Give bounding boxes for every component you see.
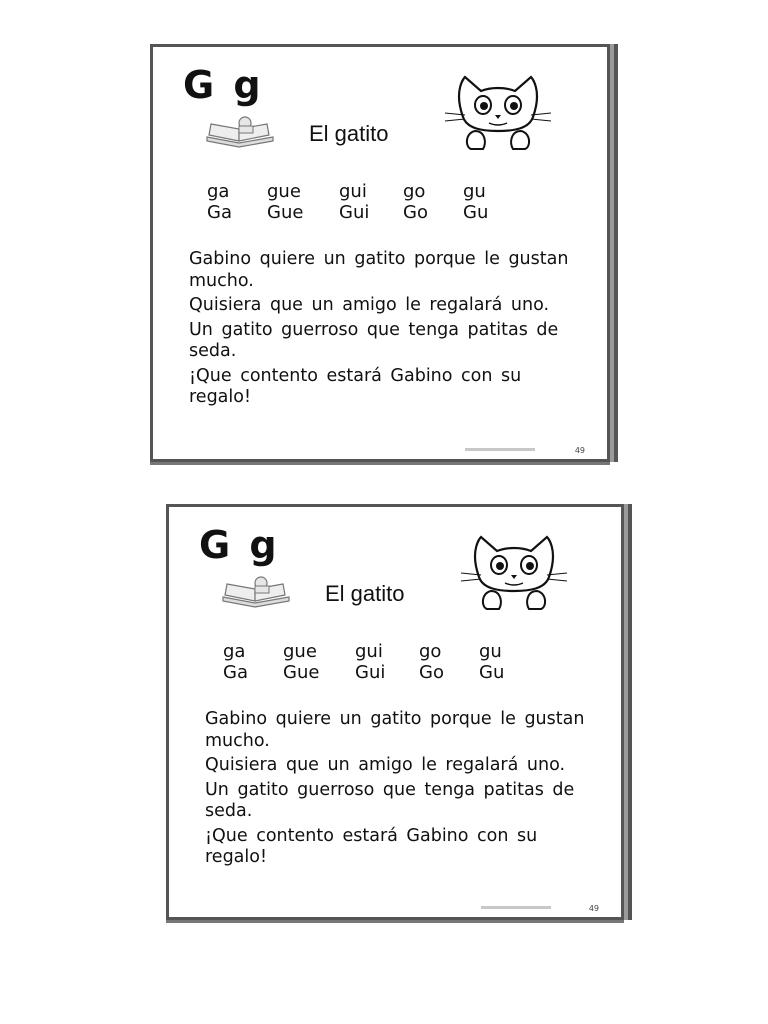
syllable: gui [355, 641, 383, 662]
syllable: Gui [355, 662, 386, 683]
syllables-lowercase [207, 181, 523, 202]
syllable: ga [207, 181, 230, 202]
story-paragraph: Quisiera que un amigo le regalará uno. [205, 755, 566, 775]
story-paragraph: Quisiera que un amigo le regalará uno. [189, 295, 550, 315]
syllable: gu [479, 641, 502, 662]
story-paragraph: ¡Que contento estará Gabino con su regalo! [189, 365, 522, 407]
syllables-block [223, 641, 539, 683]
story-paragraph: ¡Que contento estará Gabino con su regalo! [205, 825, 538, 867]
story-paragraph: Gabino quiere un gatito porque le gustan mucho. [205, 709, 585, 751]
syllables-lowercase [223, 641, 539, 662]
syllables-block [207, 181, 523, 223]
syllable: Gu [463, 202, 489, 223]
letter-heading: G g [199, 523, 280, 567]
footer-fine-print [465, 448, 535, 451]
book-icon [219, 575, 293, 609]
syllable: Go [419, 662, 444, 683]
story-paragraph: Un gatito guerroso que tenga patitas de seda. [189, 319, 559, 361]
story-title: El gatito [325, 581, 405, 606]
syllable: Go [403, 202, 428, 223]
syllable: gu [463, 181, 486, 202]
page-number: 49 [588, 904, 599, 913]
syllable: Ga [223, 662, 248, 683]
syllable: go [403, 181, 426, 202]
story-paragraph: Gabino quiere un gatito porque le gustan mucho. [189, 249, 569, 291]
reading-card [166, 504, 624, 920]
cat-icon [459, 529, 569, 611]
letter-heading: G g [183, 63, 264, 107]
syllables-uppercase [223, 662, 539, 683]
syllable: Gu [479, 662, 505, 683]
story-paragraph: Un gatito guerroso que tenga patitas de seda. [205, 779, 575, 821]
syllables-uppercase [207, 202, 523, 223]
syllable: gue [267, 181, 301, 202]
syllable: ga [223, 641, 246, 662]
cat-icon [443, 69, 553, 151]
syllable: Gue [267, 202, 304, 223]
page-number: 49 [574, 446, 585, 455]
reading-card [150, 44, 610, 462]
syllable: gui [339, 181, 367, 202]
story-text [189, 249, 589, 412]
syllable: Ga [207, 202, 232, 223]
syllable: Gue [283, 662, 320, 683]
syllable: Gui [339, 202, 370, 223]
syllable: go [419, 641, 442, 662]
syllable: gue [283, 641, 317, 662]
footer-fine-print [481, 906, 551, 909]
book-icon [203, 115, 277, 149]
story-title: El gatito [309, 121, 389, 146]
story-text [205, 709, 605, 872]
